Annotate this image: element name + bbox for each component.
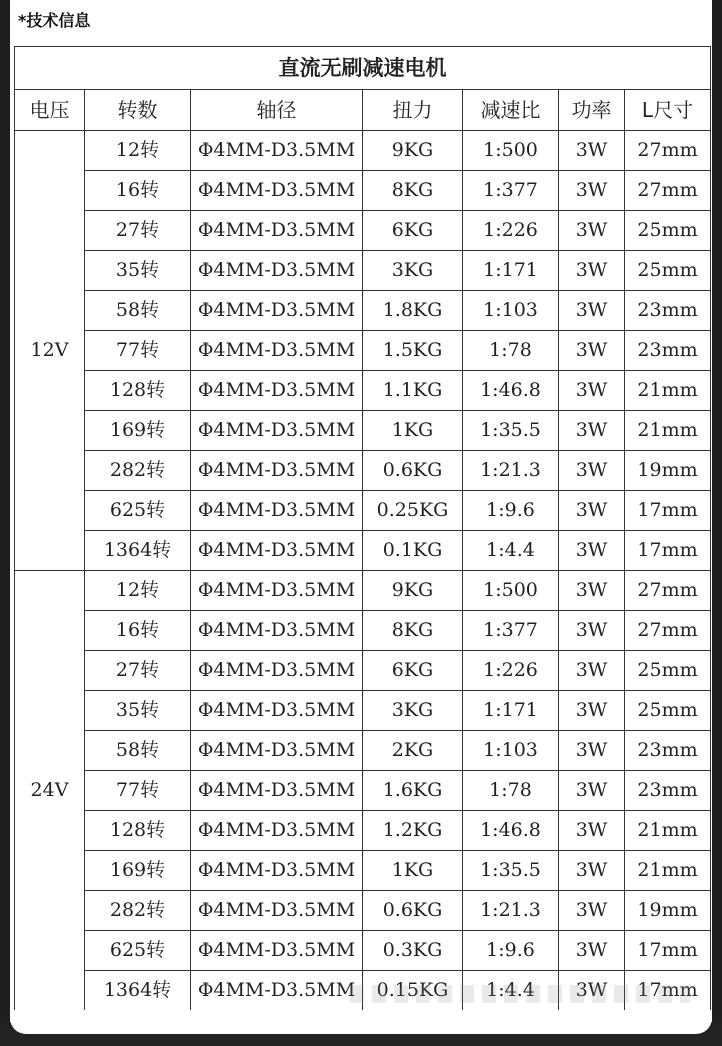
torque-cell: 9KG <box>363 571 463 611</box>
reduction-ratio-cell: 1:103 <box>463 731 559 771</box>
shaft-diameter-cell: Φ4MM-D3.5MM <box>191 531 363 571</box>
voltage-cell: 12V <box>15 131 85 571</box>
reduction-ratio-cell: 1:46.8 <box>463 371 559 411</box>
table-row <box>15 211 711 251</box>
power-cell: 3W <box>559 171 625 211</box>
table-row <box>15 171 711 211</box>
reduction-ratio-cell: 1:377 <box>463 171 559 211</box>
power-cell: 3W <box>559 491 625 531</box>
power-cell: 3W <box>559 131 625 171</box>
speed-cell: 16转 <box>85 611 191 651</box>
speed-cell: 625转 <box>85 491 191 531</box>
torque-cell: 0.3KG <box>363 931 463 971</box>
speed-cell: 128转 <box>85 811 191 851</box>
shaft-diameter-cell: Φ4MM-D3.5MM <box>191 251 363 291</box>
table-row <box>15 331 711 371</box>
power-cell: 3W <box>559 371 625 411</box>
power-cell: 3W <box>559 411 625 451</box>
table-row <box>15 411 711 451</box>
reduction-ratio-cell: 1:21.3 <box>463 451 559 491</box>
power-cell: 3W <box>559 611 625 651</box>
power-cell: 3W <box>559 811 625 851</box>
length-header: L尺寸 <box>625 90 711 131</box>
torque-cell: 8KG <box>363 171 463 211</box>
reduction-ratio-cell: 1:21.3 <box>463 891 559 931</box>
table-title-row <box>15 47 711 90</box>
shaft-diameter-cell: Φ4MM-D3.5MM <box>191 411 363 451</box>
speed-cell: 77转 <box>85 331 191 371</box>
length-cell: 25mm <box>625 651 711 691</box>
section-label: *技术信息 <box>18 11 91 30</box>
power-header: 功率 <box>559 90 625 131</box>
table-row <box>15 731 711 771</box>
torque-cell: 6KG <box>363 651 463 691</box>
shaft-diameter-cell: Φ4MM-D3.5MM <box>191 131 363 171</box>
torque-cell: 1.6KG <box>363 771 463 811</box>
reduction-ratio-cell: 1:9.6 <box>463 931 559 971</box>
power-cell: 3W <box>559 451 625 491</box>
power-cell: 3W <box>559 531 625 571</box>
voltage-cell: 24V <box>15 571 85 1011</box>
torque-cell: 6KG <box>363 211 463 251</box>
power-cell: 3W <box>559 971 625 1011</box>
torque-cell: 0.15KG <box>363 971 463 1011</box>
shaft-diameter-cell: Φ4MM-D3.5MM <box>191 651 363 691</box>
reduction-ratio-cell: 1:78 <box>463 331 559 371</box>
table-row <box>15 491 711 531</box>
length-cell: 27mm <box>625 131 711 171</box>
length-cell: 27mm <box>625 611 711 651</box>
reduction-ratio-cell: 1:46.8 <box>463 811 559 851</box>
torque-cell: 1.5KG <box>363 331 463 371</box>
torque-cell: 1KG <box>363 851 463 891</box>
speed-cell: 27转 <box>85 651 191 691</box>
table-row <box>15 131 711 171</box>
length-cell: 23mm <box>625 771 711 811</box>
table-row <box>15 451 711 491</box>
bottom-frame <box>0 1022 722 1046</box>
power-cell: 3W <box>559 331 625 371</box>
length-cell: 19mm <box>625 891 711 931</box>
table-row <box>15 771 711 811</box>
length-cell: 23mm <box>625 331 711 371</box>
speed-cell: 12转 <box>85 131 191 171</box>
shaft-diameter-cell: Φ4MM-D3.5MM <box>191 371 363 411</box>
torque-cell: 1.8KG <box>363 291 463 331</box>
torque-header: 扭力 <box>363 90 463 131</box>
shaft-diameter-cell: Φ4MM-D3.5MM <box>191 611 363 651</box>
length-cell: 21mm <box>625 811 711 851</box>
table-row <box>15 971 711 1011</box>
shaft-diameter-cell: Φ4MM-D3.5MM <box>191 211 363 251</box>
table-row <box>15 251 711 291</box>
length-cell: 23mm <box>625 731 711 771</box>
spec-table <box>14 46 711 1011</box>
speed-cell: 12转 <box>85 571 191 611</box>
shaft-diameter-header: 轴径 <box>191 90 363 131</box>
voltage-header: 电压 <box>15 90 85 131</box>
power-cell: 3W <box>559 851 625 891</box>
length-cell: 17mm <box>625 531 711 571</box>
reduction-ratio-cell: 1:500 <box>463 131 559 171</box>
speed-cell: 1364转 <box>85 971 191 1011</box>
power-cell: 3W <box>559 291 625 331</box>
shaft-diameter-cell: Φ4MM-D3.5MM <box>191 731 363 771</box>
table-row <box>15 891 711 931</box>
length-cell: 25mm <box>625 691 711 731</box>
torque-cell: 1.1KG <box>363 371 463 411</box>
speed-cell: 1364转 <box>85 531 191 571</box>
length-cell: 27mm <box>625 571 711 611</box>
power-cell: 3W <box>559 691 625 731</box>
torque-cell: 0.1KG <box>363 531 463 571</box>
power-cell: 3W <box>559 251 625 291</box>
shaft-diameter-cell: Φ4MM-D3.5MM <box>191 891 363 931</box>
table-row <box>15 651 711 691</box>
table-row <box>15 571 711 611</box>
reduction-ratio-cell: 1:171 <box>463 691 559 731</box>
power-cell: 3W <box>559 211 625 251</box>
table-row <box>15 851 711 891</box>
reduction-ratio-cell: 1:78 <box>463 771 559 811</box>
table-row <box>15 371 711 411</box>
shaft-diameter-cell: Φ4MM-D3.5MM <box>191 171 363 211</box>
speed-header: 转数 <box>85 90 191 131</box>
shaft-diameter-cell: Φ4MM-D3.5MM <box>191 571 363 611</box>
table-body <box>15 131 711 1011</box>
length-cell: 21mm <box>625 371 711 411</box>
table-row <box>15 691 711 731</box>
reduction-ratio-cell: 1:35.5 <box>463 411 559 451</box>
right-frame-edge <box>712 0 722 1046</box>
shaft-diameter-cell: Φ4MM-D3.5MM <box>191 771 363 811</box>
reduction-ratio-cell: 1:226 <box>463 651 559 691</box>
torque-cell: 0.6KG <box>363 891 463 931</box>
table-title: 直流无刷减速电机 <box>15 47 711 90</box>
speed-cell: 282转 <box>85 451 191 491</box>
torque-cell: 0.25KG <box>363 491 463 531</box>
reduction-ratio-cell: 1:35.5 <box>463 851 559 891</box>
table-row <box>15 811 711 851</box>
length-cell: 23mm <box>625 291 711 331</box>
length-cell: 19mm <box>625 451 711 491</box>
length-cell: 21mm <box>625 411 711 451</box>
shaft-diameter-cell: Φ4MM-D3.5MM <box>191 291 363 331</box>
speed-cell: 58转 <box>85 731 191 771</box>
torque-cell: 2KG <box>363 731 463 771</box>
torque-cell: 8KG <box>363 611 463 651</box>
shaft-diameter-cell: Φ4MM-D3.5MM <box>191 971 363 1011</box>
reduction-ratio-cell: 1:4.4 <box>463 971 559 1011</box>
length-cell: 21mm <box>625 851 711 891</box>
shaft-diameter-cell: Φ4MM-D3.5MM <box>191 691 363 731</box>
torque-cell: 3KG <box>363 691 463 731</box>
reduction-ratio-cell: 1:9.6 <box>463 491 559 531</box>
table-row <box>15 611 711 651</box>
length-cell: 27mm <box>625 171 711 211</box>
speed-cell: 169转 <box>85 411 191 451</box>
speed-cell: 77转 <box>85 771 191 811</box>
speed-cell: 35转 <box>85 251 191 291</box>
reduction-ratio-cell: 1:4.4 <box>463 531 559 571</box>
length-cell: 17mm <box>625 931 711 971</box>
reduction-ratio-cell: 1:103 <box>463 291 559 331</box>
length-cell: 17mm <box>625 971 711 1011</box>
reduction-ratio-cell: 1:377 <box>463 611 559 651</box>
reduction-ratio-cell: 1:500 <box>463 571 559 611</box>
speed-cell: 169转 <box>85 851 191 891</box>
torque-cell: 9KG <box>363 131 463 171</box>
torque-cell: 1.2KG <box>363 811 463 851</box>
shaft-diameter-cell: Φ4MM-D3.5MM <box>191 331 363 371</box>
speed-cell: 625转 <box>85 931 191 971</box>
power-cell: 3W <box>559 891 625 931</box>
torque-cell: 0.6KG <box>363 451 463 491</box>
power-cell: 3W <box>559 651 625 691</box>
torque-cell: 1KG <box>363 411 463 451</box>
shaft-diameter-cell: Φ4MM-D3.5MM <box>191 451 363 491</box>
shaft-diameter-cell: Φ4MM-D3.5MM <box>191 811 363 851</box>
reduction-ratio-header: 减速比 <box>463 90 559 131</box>
power-cell: 3W <box>559 731 625 771</box>
speed-cell: 58转 <box>85 291 191 331</box>
speed-cell: 282转 <box>85 891 191 931</box>
left-frame-edge <box>0 0 10 1046</box>
length-cell: 25mm <box>625 251 711 291</box>
torque-cell: 3KG <box>363 251 463 291</box>
length-cell: 25mm <box>625 211 711 251</box>
table-row <box>15 291 711 331</box>
shaft-diameter-cell: Φ4MM-D3.5MM <box>191 931 363 971</box>
shaft-diameter-cell: Φ4MM-D3.5MM <box>191 491 363 531</box>
reduction-ratio-cell: 1:171 <box>463 251 559 291</box>
table-row <box>15 931 711 971</box>
speed-cell: 16转 <box>85 171 191 211</box>
table-row <box>15 531 711 571</box>
speed-cell: 128转 <box>85 371 191 411</box>
length-cell: 17mm <box>625 491 711 531</box>
speed-cell: 35转 <box>85 691 191 731</box>
shaft-diameter-cell: Φ4MM-D3.5MM <box>191 851 363 891</box>
power-cell: 3W <box>559 931 625 971</box>
power-cell: 3W <box>559 771 625 811</box>
speed-cell: 27转 <box>85 211 191 251</box>
table-header-row <box>15 90 711 131</box>
power-cell: 3W <box>559 571 625 611</box>
reduction-ratio-cell: 1:226 <box>463 211 559 251</box>
